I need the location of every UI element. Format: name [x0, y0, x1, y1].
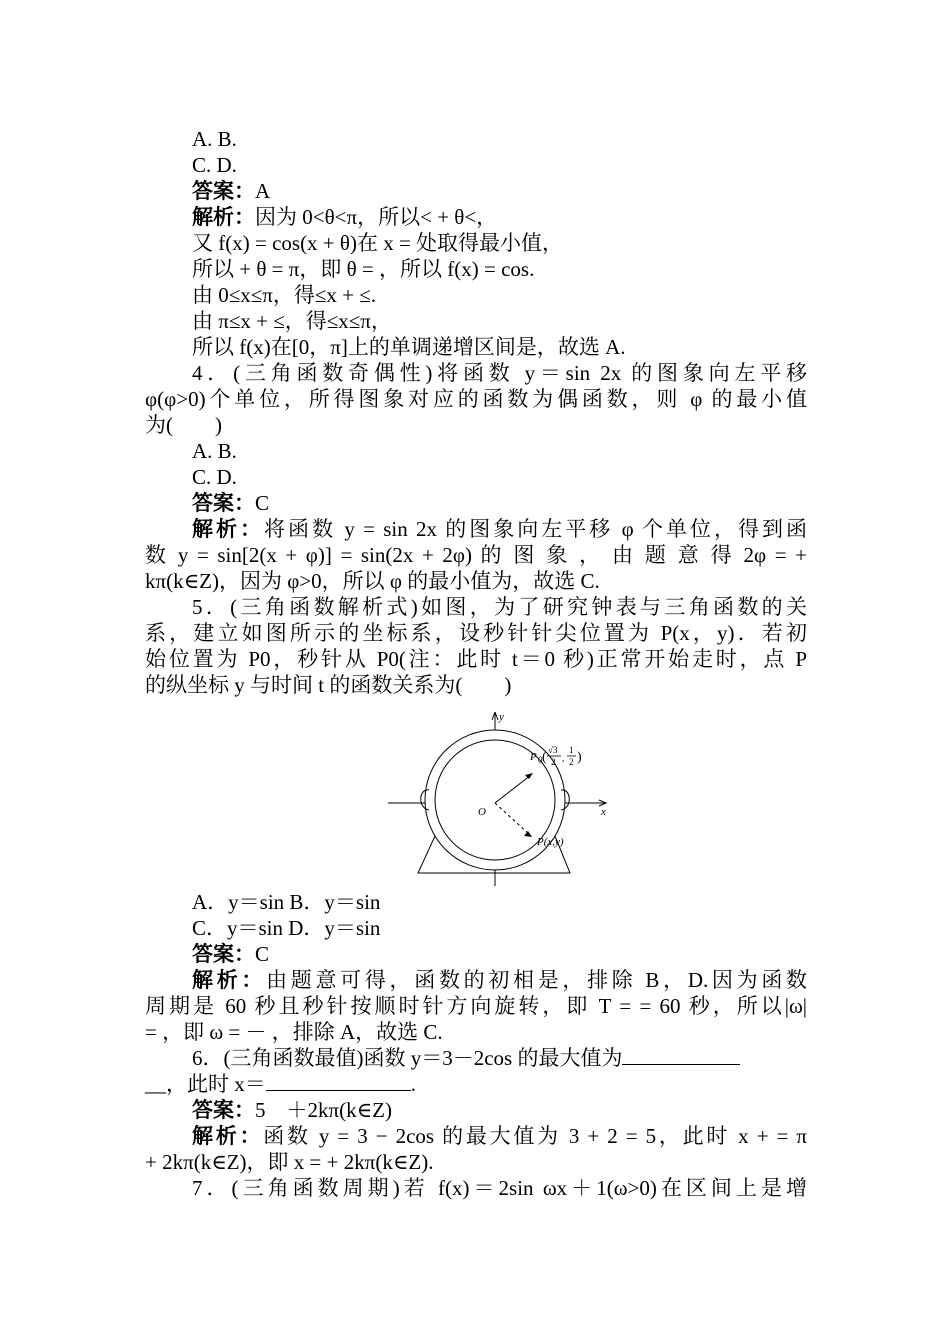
option-line: C．y＝sin D．y＝sin [192, 916, 381, 940]
svg-text:2: 2 [551, 757, 556, 767]
answer-line: 答案：C [192, 942, 270, 966]
blank-1 [622, 1046, 740, 1065]
option-line: C. D. [192, 465, 237, 489]
option-line: C. D. [192, 153, 237, 177]
question-4: 4．(三角函数奇偶性)将函数 y＝sin 2x 的图象向左平移 [192, 361, 807, 385]
analysis-line: 解析：将函数 y = sin 2x 的图象向左平移 φ 个单位，得到函 [192, 517, 808, 541]
option-line: A. B. [192, 127, 237, 151]
text-line: φ(φ>0)个单位，所得图象对应的函数为偶函数，则 φ 的最小值 [145, 387, 807, 411]
text-line: 系，建立如图所示的坐标系，设秒针针尖位置为 P(x，y)．若初 [145, 621, 807, 645]
svg-text:1: 1 [569, 745, 574, 755]
text-line: = ，即 ω = － ，排除 A，故选 C. [145, 1020, 443, 1044]
text-line: 由 π≤x + ≤，得≤x≤π， [192, 309, 392, 333]
analysis-line: 解析：由题意可得，函数的初相是，排除 B，D.因为函数 [192, 968, 808, 992]
question-6: 6．(三角函数最值)函数 y＝3－2cos 的最大值为 [192, 1045, 740, 1071]
y-axis-label: y [499, 711, 504, 723]
x-axis-label: x [601, 806, 606, 818]
svg-text:): ) [577, 750, 582, 765]
text-line: 为( ) [145, 413, 222, 437]
svg-text:√3: √3 [548, 745, 558, 755]
p0-subscript: 0 [538, 755, 543, 765]
text-line: 由 0≤x≤π，得≤x + ≤. [192, 283, 377, 307]
origin-label: O [478, 806, 486, 818]
option-line: A. B. [192, 439, 237, 463]
clock-figure [385, 708, 610, 888]
text-line: 所以 + θ = π，即 θ = ，所以 f(x) = cos. [192, 257, 535, 281]
svg-text:,: , [562, 753, 565, 763]
text-line: + 2kπ(k∈Z)，即 x = + 2kπ(k∈Z). [145, 1150, 434, 1174]
text-line: 周期是 60 秒且秒针按顺时针方向旋转，即 T = = 60 秒，所以|ω| [145, 994, 807, 1018]
text-line: 数 y = sin[2(x + φ)] = sin(2x + 2φ) 的 图 象 ， 由 题 意 得 2φ = + [145, 543, 807, 567]
text-line: 始位置为 P0，秒针从 P0(注：此时 t＝0 秒)正常开始走时，点 P [145, 647, 807, 671]
analysis-line: 解析：因为 0<θ<π，所以< + θ<， [192, 205, 498, 229]
question-5: 5．(三角函数解析式)如图，为了研究钟表与三角函数的关 [192, 595, 807, 619]
answer-line: 答案：5 ＋2kπ(k∈Z) [192, 1098, 392, 1122]
option-line: A．y＝sin B．y＝sin [192, 890, 381, 914]
text-line: 所以 f(x)在[0，π]上的单调递增区间是，故选 A. [192, 335, 626, 359]
svg-text:(: ( [542, 750, 547, 765]
text-line: 的纵坐标 y 与时间 t 的函数关系为( ) [145, 673, 512, 697]
text-line: 又 f(x) = cos(x + θ)在 x = 处取得最小值， [192, 231, 564, 255]
question-7: 7．(三角函数周期)若 f(x)＝2sin ωx＋1(ω>0)在区间上是增 [192, 1176, 807, 1200]
analysis-line: 解析：函数 y = 3 − 2cos 的最大值为 3 + 2 = 5，此时 x + = π [192, 1124, 808, 1148]
text-line: __，此时 x＝ . [145, 1072, 416, 1096]
p-label: P(x,y) [537, 836, 564, 848]
svg-text:2: 2 [569, 757, 574, 767]
blank-2 [266, 1072, 411, 1091]
answer-line: 答案：A [192, 179, 271, 203]
text-line: kπ(k∈Z)，因为 φ>0，所以 φ 的最小值为，故选 C. [145, 569, 600, 593]
p0-label: P [530, 751, 537, 763]
answer-line: 答案：C [192, 491, 270, 515]
